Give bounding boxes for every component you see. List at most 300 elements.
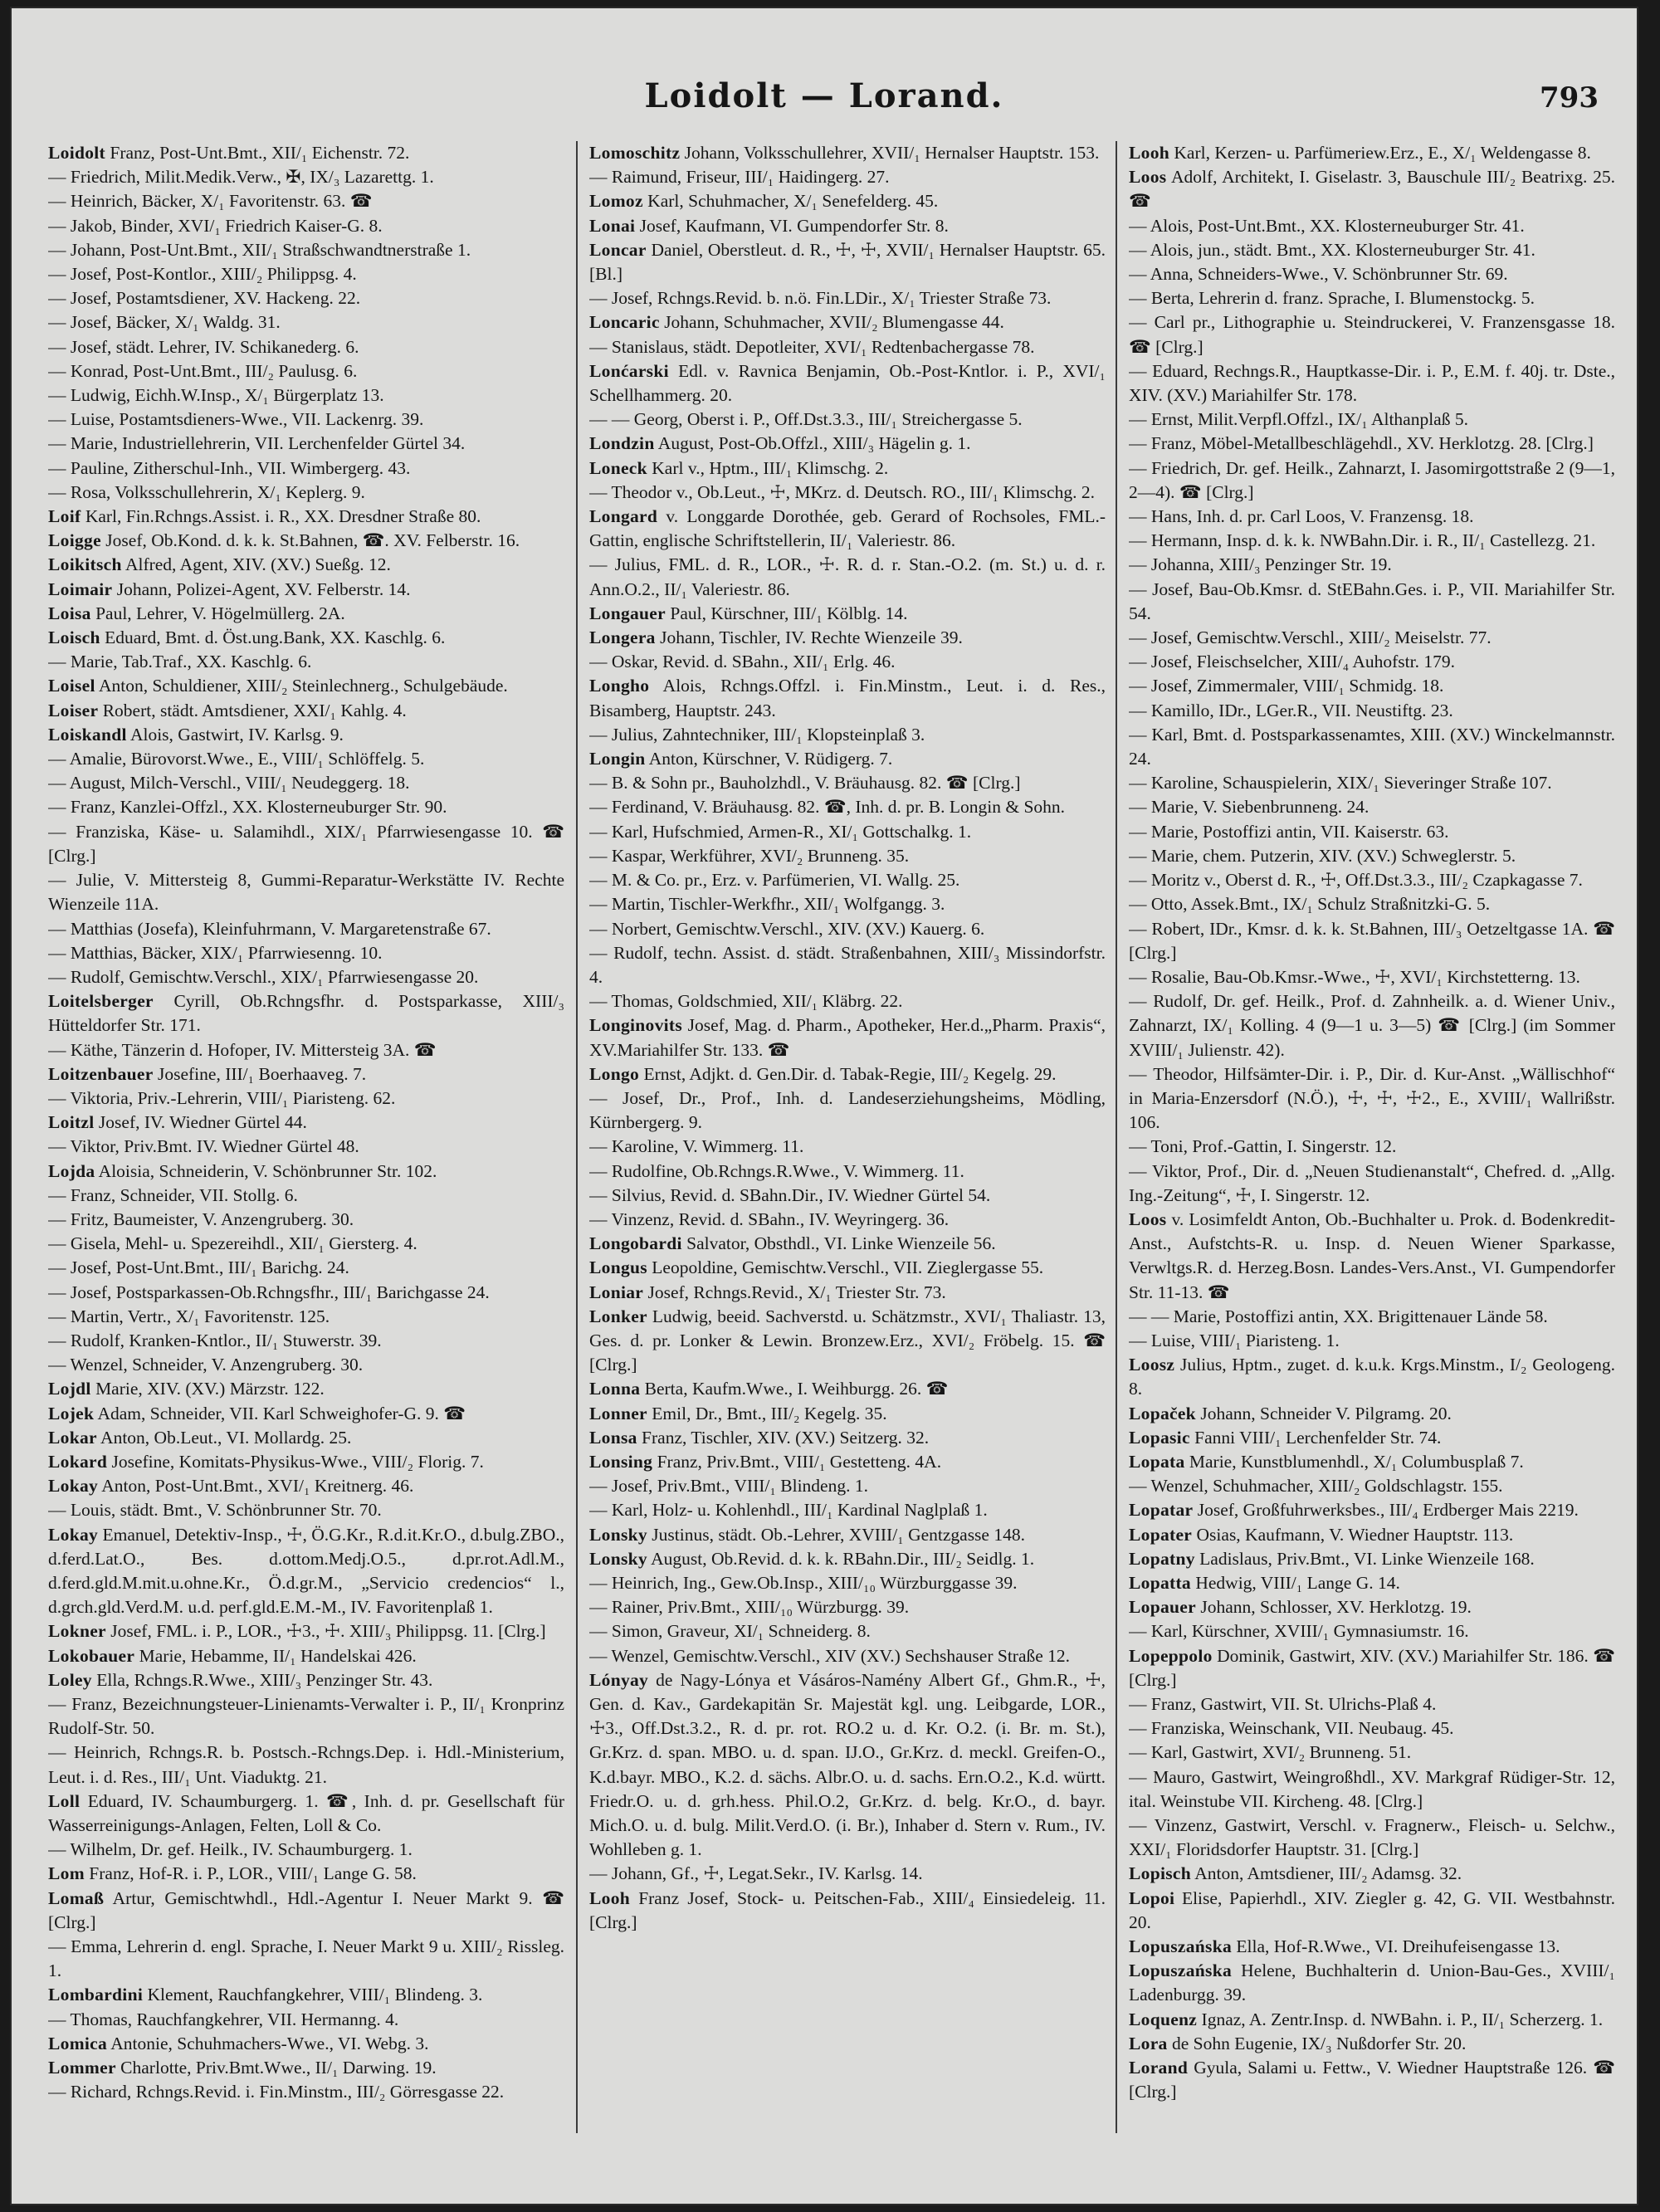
directory-entry bbox=[1129, 359, 1615, 408]
entry-details: Salvator, Obsthdl., VI. Linke Wienzeile 56. bbox=[686, 1233, 996, 1254]
entry-details: Gyula, Salami u. Fettw., V. Wiedner Hauptstraße 126. ☎ [Clrg.] bbox=[1129, 2058, 1615, 2102]
entry-details: — Marie, V. Siebenbrunneng. 24. bbox=[1129, 797, 1370, 818]
column-rule bbox=[1116, 141, 1117, 2133]
entry-details: — Karl, Kürschner, XVIII/₁ Gymnasiumstr. 16. bbox=[1129, 1621, 1469, 1642]
entry-details: August, Post-Ob.Offzl., XIII/₃ Hägelin g. 1. bbox=[657, 433, 971, 454]
entry-details: Josef, Rchngs.Revid., X/₁ Triester Str. 73. bbox=[647, 1282, 946, 1302]
entry-details: Alois, Rchngs.Offzl. i. Fin.Minstm., Leut. i. d. Res., Bisamberg, Hauptstr. 243. bbox=[589, 676, 1106, 720]
directory-entry bbox=[48, 674, 564, 698]
entry-details: — Robert, IDr., Kmsr. d. k. k. St.Bahnen, III/₃ Oetzeltgasse 1A. ☎ [Clrg.] bbox=[1129, 918, 1615, 963]
directory-entry bbox=[589, 989, 1106, 1013]
entry-details: Franz Josef, Stock- u. Peitschen-Fab., XIII/₄ Einsiedeleig. 11. [Clrg.] bbox=[589, 1887, 1106, 1932]
directory-entry bbox=[589, 626, 1106, 650]
entry-details: Paul, Lehrer, V. Högelmüllerg. 2A. bbox=[95, 603, 345, 623]
entry-details: — Josef, Postamtsdiener, XV. Hackeng. 22. bbox=[48, 288, 361, 309]
directory-entry bbox=[48, 917, 564, 941]
entry-surname: Looh bbox=[589, 1887, 630, 1908]
directory-entry bbox=[589, 674, 1106, 722]
directory-entry bbox=[1129, 1547, 1615, 1571]
entry-details: — Amalie, Bürovorst.Wwe., E., VIII/₁ Schlöffelg. 5. bbox=[48, 749, 425, 769]
directory-entry bbox=[589, 1377, 1106, 1401]
directory-entry bbox=[1129, 1716, 1615, 1741]
directory-entry bbox=[48, 1450, 564, 1474]
directory-entry bbox=[48, 408, 564, 432]
directory-entry bbox=[589, 1062, 1106, 1086]
entry-details: de Nagy-Lónya et Vásáros-Namény Albert Gf., Ghm.R., ☩, Gen. d. Kav., Gardekapitän Sr. Majestät kgl. ung. Leibgarde, LOR., ☩3., Off.Dst.3.2., R. d. pr. rot. RO.2 u. d. Kr. O.2. (i. Br. m. St.), Gr.Krz. d. span. MBO. u. d. span. IJ.O., Gr.Krz. d. meckl. Greifen-O., K.d.bayr. MBO., K.2. d. sächs. Albr.O. u. d. sachs. Ern.O.2., K.d. württ. Friedr.O. u. d. grh.hess. Phil.O.2, Gr.Krz. d. belg. Kr.O., d. bayr. Mich.O. u. d. bulg. Milit.Verd.O. (i. Br.), Inhaber d. Stern v. Rum., IV. Wohlleben g. 1. bbox=[589, 1669, 1106, 1860]
entry-surname: Lonsa bbox=[589, 1427, 637, 1448]
entry-surname: Lopauer bbox=[1129, 1597, 1196, 1618]
directory-entry bbox=[1129, 1208, 1615, 1305]
directory-entry bbox=[48, 1208, 564, 1232]
entry-details: — Josef, Zimmermaler, VIII/₁ Schmidg. 18. bbox=[1129, 676, 1444, 696]
entry-details: — Josef, Post-Unt.Bmt., III/₁ Barichg. 24. bbox=[48, 1257, 349, 1278]
directory-entry bbox=[1129, 674, 1615, 698]
directory-entry bbox=[48, 1862, 564, 1886]
entry-details: Johann, Schuhmacher, XVII/₂ Blumengasse 44. bbox=[664, 312, 1004, 333]
entry-details: Karl, Schuhmacher, X/₁ Senefelderg. 45. bbox=[647, 191, 939, 212]
entry-details: — Marie, Postoffizi antin, VII. Kaiserstr. 63. bbox=[1129, 821, 1449, 842]
entry-surname: Looh bbox=[1129, 143, 1169, 163]
entry-surname: Longo bbox=[589, 1063, 640, 1084]
directory-entry bbox=[589, 650, 1106, 674]
entry-surname: Lopasic bbox=[1129, 1427, 1190, 1448]
entry-details: Marie, Hebamme, II/₁ Handelskai 426. bbox=[139, 1645, 417, 1666]
directory-entry bbox=[1129, 965, 1615, 989]
entry-surname: Loisch bbox=[48, 627, 100, 648]
entry-details: — Franz, Kanzlei-Offzl., XX. Klosterneuburger Str. 90. bbox=[48, 797, 447, 818]
directory-entry bbox=[48, 1281, 564, 1305]
entry-surname: Lombardini bbox=[48, 1985, 144, 2005]
entry-details: Emanuel, Detektiv-Insp., ☩, Ö.G.Kr., R.d.it.Kr.O., d.bulg.ZBO., d.ferd.Lat.O., Bes. d.ottom.Medj.O.5., d.pr.rot.Adl.M., d.ferd.gld.M.mit.u.ohne.Kr., Ö.d.gr.M., „Servicio credencios“ l., d.grch.gld.Verd.M. u.d. perf.gld.E.M.-M., IV. Favoritenplaß 1. bbox=[48, 1524, 564, 1618]
directory-entry bbox=[1129, 1426, 1615, 1450]
entry-surname: Lopatny bbox=[1129, 1548, 1195, 1569]
entry-surname: Lojdl bbox=[48, 1379, 91, 1399]
directory-entry bbox=[48, 1062, 564, 1086]
entry-details: — Thomas, Rauchfangkehrer, VII. Hermanng. 4. bbox=[48, 2009, 399, 2029]
entry-surname: Lonsing bbox=[589, 1451, 653, 1472]
entry-details: Josef, Kaufmann, VI. Gumpendorfer Str. 8. bbox=[639, 215, 949, 236]
entry-surname: Lonker bbox=[589, 1306, 647, 1326]
directory-entry bbox=[589, 1135, 1106, 1159]
entry-details: — Ludwig, Eichh.W.Insp., X/₁ Bürgerplatz 13. bbox=[48, 385, 384, 406]
entry-details: Emil, Dr., Bmt., III/₂ Kegelg. 35. bbox=[652, 1403, 887, 1423]
entry-details: Anton, Ob.Leut., VI. Mollardg. 25. bbox=[100, 1427, 352, 1448]
directory-entry bbox=[1129, 892, 1615, 916]
directory-entry bbox=[1129, 1765, 1615, 1814]
entry-details: — Thomas, Goldschmied, XII/₁ Kläbrg. 22. bbox=[589, 991, 903, 1012]
directory-entry bbox=[589, 771, 1106, 795]
column-rule bbox=[576, 141, 578, 2133]
entry-details: — Rudolfine, Ob.Rchngs.R.Wwe., V. Wimmerg. 11. bbox=[589, 1160, 964, 1181]
directory-entry bbox=[589, 868, 1106, 892]
entry-details: Edl. v. Ravnica Benjamin, Ob.-Post-Kntlor. i. P., XVI/₁ Schellhammerg. 20. bbox=[589, 360, 1106, 406]
entry-surname: Loif bbox=[48, 506, 81, 527]
entry-details: Josef, IV. Wiedner Gürtel 44. bbox=[98, 1112, 307, 1133]
directory-entry bbox=[589, 141, 1106, 165]
entry-details: — Julius, FML. d. R., LOR., ☩. R. d. r. Stan.-O.2. (m. St.) u. d. r. Ann.O.2., II/₁ Valeriestr. 86. bbox=[589, 554, 1106, 599]
entry-details: — Wilhelm, Dr. gef. Heilk., IV. Schaumburgerg. 1. bbox=[48, 1839, 413, 1860]
entry-details: — Louis, städt. Bmt., V. Schönbrunner Str. 70. bbox=[48, 1500, 382, 1521]
directory-entry bbox=[1129, 844, 1615, 868]
entry-details: Karl, Fin.Rchngs.Assist. i. R., XX. Dresdner Straße 80. bbox=[85, 506, 481, 527]
directory-entry bbox=[48, 626, 564, 650]
directory-entry bbox=[48, 1692, 564, 1741]
directory-entry bbox=[1129, 771, 1615, 795]
entry-details: — M. & Co. pr., Erz. v. Parfümerien, VI. Wallg. 25. bbox=[589, 870, 960, 891]
directory-entry bbox=[48, 1038, 564, 1062]
entry-details: — Josef, Bäcker, X/₁ Waldg. 31. bbox=[48, 312, 281, 333]
directory-entry bbox=[48, 1086, 564, 1111]
entry-details: Ella, Rchngs.R.Wwe., XIII/₃ Penzinger Str. 43. bbox=[96, 1669, 433, 1690]
entry-details: Justinus, städt. Ob.-Lehrer, XVIII/₁ Gentzgasse 148. bbox=[652, 1524, 1025, 1545]
entry-surname: Lojda bbox=[48, 1160, 95, 1181]
entry-details: — Moritz v., Oberst d. R., ☩, Off.Dst.3.3., III/₂ Czapkagasse 7. bbox=[1129, 870, 1583, 891]
directory-entry bbox=[589, 1256, 1106, 1280]
entry-surname: Lomoschitz bbox=[589, 143, 681, 163]
entry-details: Alois, Gastwirt, IV. Karlsg. 9. bbox=[129, 724, 344, 745]
directory-entry bbox=[48, 2056, 564, 2080]
directory-column-3 bbox=[1129, 141, 1615, 2183]
directory-entry bbox=[589, 1474, 1106, 1498]
directory-entry bbox=[1129, 578, 1615, 626]
directory-entry bbox=[48, 1402, 564, 1426]
entry-details: Johann, Polizei-Agent, XV. Felberstr. 14. bbox=[116, 579, 411, 599]
directory-entry bbox=[589, 481, 1106, 505]
directory-entry bbox=[589, 723, 1106, 747]
entry-surname: Lónyay bbox=[589, 1669, 649, 1690]
directory-entry bbox=[48, 1305, 564, 1329]
entry-details: — Hans, Inh. d. pr. Carl Loos, V. Franzensg. 18. bbox=[1129, 506, 1474, 527]
directory-column-1 bbox=[48, 141, 564, 2183]
entry-details: v. Losimfeldt Anton, Ob.-Buchhalter u. Prok. d. Bodenkredit-Anst., Aufstchts-R. u. Insp. d. Neuen Wiener Sparkasse, Verwltgs.R. d. Herzeg.Bosn. Landes-Vers.Anst., VI. Gumpendorfer Str. 11-13. ☎ bbox=[1129, 1209, 1615, 1302]
directory-entry bbox=[1129, 529, 1615, 553]
entry-details: Marie, Kunstblumenhdl., X/₁ Columbusplaß 7. bbox=[1189, 1451, 1524, 1472]
directory-entry bbox=[48, 1256, 564, 1280]
directory-entry bbox=[589, 214, 1106, 238]
entry-details: Artur, Gemischtwhdl., Hdl.-Agentur I. Neuer Markt 9. ☎ [Clrg.] bbox=[48, 1887, 564, 1932]
entry-details: — Franziska, Käse- u. Salamihdl., XIX/₁ Pfarrwiesengasse 10. ☎ [Clrg.] bbox=[48, 821, 564, 866]
directory-entry bbox=[48, 1160, 564, 1184]
entry-surname: Lonner bbox=[589, 1403, 647, 1423]
directory-entry bbox=[589, 917, 1106, 941]
directory-entry bbox=[1129, 1887, 1615, 1935]
entry-surname: Longobardi bbox=[589, 1233, 682, 1254]
entry-surname: Lonsky bbox=[589, 1524, 647, 1545]
directory-entry bbox=[48, 335, 564, 359]
entry-details: — Rainer, Priv.Bmt., XIII/₁₀ Würzburgg. 39. bbox=[589, 1597, 910, 1618]
entry-details: — Eduard, Rechngs.R., Hauptkasse-Dir. i. P., E.M. f. 40j. tr. Dste., XIV. (XV.) Mariahilfer Str. 178. bbox=[1129, 360, 1615, 406]
directory-entry bbox=[1129, 1595, 1615, 1619]
entry-details: — Toni, Prof.-Gattin, I. Singerstr. 12. bbox=[1129, 1136, 1397, 1157]
entry-surname: Longus bbox=[589, 1257, 647, 1278]
entry-details: Cyrill, Ob.Rchngsfhr. d. Postsparkasse, XIII/₃ Hütteldorfer Str. 171. bbox=[48, 991, 564, 1036]
entry-surname: Lopeppolo bbox=[1129, 1645, 1213, 1666]
directory-entry bbox=[1129, 1474, 1615, 1498]
entry-details: — Hermann, Insp. d. k. k. NWBahn.Dir. i. R., II/₁ Castellezg. 21. bbox=[1129, 530, 1596, 551]
entry-details: Daniel, Oberstleut. d. R., ☩, ☩, XVII/₁ Hernalser Hauptstr. 65. [Bl.] bbox=[589, 239, 1106, 285]
entry-details: Ludwig, beeid. Sachverstd. u. Schätzmstr., XVI/₁ Thaliastr. 13, Ges. d. pr. Lonker & Lewin. Bronzew.Erz., XVI/₂ Fröbelg. 15. ☎ [Clrg.] bbox=[589, 1306, 1106, 1375]
directory-entry bbox=[589, 310, 1106, 334]
entry-details: Johann, Volksschullehrer, XVII/₁ Hernalser Hauptstr. 153. bbox=[684, 143, 1100, 163]
directory-entry bbox=[48, 578, 564, 602]
directory-entry bbox=[1129, 723, 1615, 771]
directory-entry bbox=[48, 432, 564, 456]
directory-page bbox=[12, 8, 1637, 2204]
directory-entry bbox=[48, 1790, 564, 1838]
directory-entry bbox=[589, 1523, 1106, 1547]
entry-details: — Josef, Postsparkassen-Ob.Rchngsfhr., III/₁ Barichgasse 24. bbox=[48, 1282, 490, 1302]
entry-details: Johann, Schneider V. Pilgramg. 20. bbox=[1200, 1403, 1452, 1423]
directory-entry bbox=[1129, 650, 1615, 674]
entry-surname: Lopatar bbox=[1129, 1500, 1194, 1521]
entry-surname: Loitelsberger bbox=[48, 991, 154, 1012]
entry-details: — Carl pr., Lithographie u. Steindruckerei, V. Franzensgasse 18. ☎ [Clrg.] bbox=[1129, 312, 1615, 357]
entry-surname: Lopater bbox=[1129, 1524, 1193, 1545]
entry-surname: Lonsky bbox=[589, 1548, 647, 1569]
entry-details: — Rudolf, techn. Assist. d. städt. Straßenbahnen, XIII/₃ Missindorfstr. 4. bbox=[589, 942, 1106, 987]
entry-details: — Silvius, Revid. d. SBahn.Dir., IV. Wiedner Gürtel 54. bbox=[589, 1184, 991, 1205]
directory-entry bbox=[48, 1523, 564, 1620]
directory-entry bbox=[48, 1474, 564, 1498]
entry-details: — Viktor, Priv.Bmt. IV. Wiedner Gürtel 48. bbox=[48, 1136, 359, 1157]
directory-entry bbox=[1129, 1862, 1615, 1886]
entry-details: — Jakob, Binder, XVI/₁ Friedrich Kaiser-G. 8. bbox=[48, 215, 383, 236]
directory-entry bbox=[48, 1111, 564, 1135]
entry-details: — Simon, Graveur, XI/₁ Schneiderg. 8. bbox=[589, 1621, 871, 1642]
entry-surname: Loneck bbox=[589, 457, 647, 478]
entry-surname: Lokobauer bbox=[48, 1645, 135, 1666]
entry-details: — Martin, Vertr., X/₁ Favoritenstr. 125. bbox=[48, 1306, 330, 1326]
directory-entry bbox=[48, 359, 564, 383]
directory-entry bbox=[48, 1426, 564, 1450]
directory-entry bbox=[48, 505, 564, 529]
entry-details: Josef, FML. i. P., LOR., ☩3., ☩. XIII/₃ Philippsg. 11. [Clrg.] bbox=[110, 1621, 546, 1642]
entry-details: — Karl, Bmt. d. Postsparkassenamtes, XIII. (XV.) Winckelmannstr. 24. bbox=[1129, 724, 1615, 769]
directory-entry bbox=[1129, 2008, 1615, 2032]
entry-details: Adam, Schneider, VII. Karl Schweighofer-G. 9. ☎ bbox=[97, 1403, 466, 1423]
directory-entry bbox=[48, 214, 564, 238]
entry-details: — Pauline, Zitherschul-Inh., VII. Wimbergerg. 43. bbox=[48, 457, 411, 478]
entry-details: Franz, Tischler, XIV. (XV.) Seitzerg. 32. bbox=[642, 1427, 930, 1448]
directory-entry bbox=[48, 1838, 564, 1862]
directory-entry bbox=[589, 189, 1106, 213]
entry-surname: Lopoi bbox=[1129, 1887, 1175, 1908]
directory-entry bbox=[589, 408, 1106, 432]
entry-surname: Lokay bbox=[48, 1524, 99, 1545]
entry-surname: Lopisch bbox=[1129, 1863, 1191, 1884]
directory-entry bbox=[48, 2032, 564, 2056]
directory-entry bbox=[589, 1547, 1106, 1571]
entry-surname: Lonćarski bbox=[589, 360, 669, 381]
directory-entry bbox=[1129, 1935, 1615, 1959]
directory-entry bbox=[48, 868, 564, 916]
directory-entry bbox=[1129, 1160, 1615, 1208]
entry-details: — Heinrich, Bäcker, X/₁ Favoritenstr. 63. ☎ bbox=[48, 191, 373, 212]
entry-surname: Lonai bbox=[589, 215, 636, 236]
directory-entry bbox=[589, 1305, 1106, 1378]
entry-surname: Loigge bbox=[48, 530, 101, 551]
entry-surname: Loll bbox=[48, 1790, 81, 1811]
directory-entry bbox=[48, 481, 564, 505]
directory-entry bbox=[1129, 553, 1615, 577]
entry-details: — Franz, Bezeichnungsteuer-Linienamts-Verwalter i. P., II/₁ Kronprinz Rudolf-Str. 50. bbox=[48, 1694, 564, 1739]
entry-details: — Wenzel, Schneider, V. Anzengruberg. 30. bbox=[48, 1355, 364, 1375]
directory-entry bbox=[48, 820, 564, 868]
entry-surname: Lom bbox=[48, 1863, 85, 1884]
entry-details: — Alois, Post-Unt.Bmt., XX. Klosterneuburger Str. 41. bbox=[1129, 215, 1525, 236]
entry-details: Robert, städt. Amtsdiener, XXI/₁ Kahlg. 4. bbox=[102, 700, 407, 720]
entry-details: Paul, Kürschner, III/₁ Kölblg. 14. bbox=[670, 603, 908, 623]
directory-entry bbox=[1129, 432, 1615, 456]
directory-entry bbox=[589, 602, 1106, 626]
entry-details: Karl, Kerzen- u. Parfümeriew.Erz., E., X/₁ Weldengasse 8. bbox=[1174, 143, 1591, 163]
entry-details: Dominik, Gastwirt, XIV. (XV.) Mariahilfer Str. 186. ☎ [Clrg.] bbox=[1129, 1645, 1615, 1690]
entry-details: Ernst, Adjkt. d. Gen.Dir. d. Tabak-Regie, III/₂ Kegelg. 29. bbox=[643, 1063, 1057, 1084]
directory-entry bbox=[589, 432, 1106, 456]
directory-entry bbox=[48, 2008, 564, 2032]
entry-surname: Lomica bbox=[48, 2033, 108, 2053]
directory-entry bbox=[589, 1086, 1106, 1135]
entry-details: — Norbert, Gemischtw.Verschl., XIV. (XV.) Kauerg. 6. bbox=[589, 918, 985, 939]
entry-details: — Franziska, Weinschank, VII. Neubaug. 45. bbox=[1129, 1718, 1454, 1739]
entry-details: — Oskar, Revid. d. SBahn., XII/₁ Erlg. 46. bbox=[589, 652, 896, 672]
directory-entry bbox=[48, 747, 564, 771]
entry-details: — Rudolf, Kranken-Kntlor., II/₁ Stuwerstr. 39. bbox=[48, 1330, 382, 1350]
entry-surname: Loncar bbox=[589, 239, 647, 260]
entry-surname: Lopuszańska bbox=[1129, 1936, 1232, 1957]
directory-entry bbox=[1129, 262, 1615, 286]
directory-entry bbox=[48, 529, 564, 553]
entry-details: — Julie, V. Mittersteig 8, Gummi-Reparatur-Werkstätte IV. Rechte Wienzeile 11A. bbox=[48, 870, 564, 915]
directory-entry bbox=[589, 1619, 1106, 1643]
entry-details: — Martin, Tischler-Werkfhr., XII/₁ Wolfgangg. 3. bbox=[589, 894, 945, 915]
entry-details: — Vinzenz, Gastwirt, Verschl. v. Fragnerw., Fleisch- u. Selchw., XXI/₁ Floridsdorfer Hauptstr. 31. [Clrg.] bbox=[1129, 1815, 1615, 1860]
entry-details: Anton, Post-Unt.Bmt., XVI/₁ Kreitnerg. 46. bbox=[101, 1476, 414, 1497]
entry-details: Ignaz, A. Zentr.Insp. d. NWBahn. i. P., II/₁ Scherzerg. 1. bbox=[1201, 2009, 1604, 2029]
directory-entry bbox=[589, 1887, 1106, 1935]
directory-entry bbox=[589, 1013, 1106, 1062]
entry-details: Josef, Großfuhrwerksbes., III/₄ Erdberger Mais 2219. bbox=[1197, 1500, 1579, 1521]
directory-entry bbox=[1129, 310, 1615, 359]
directory-entry bbox=[48, 1644, 564, 1668]
directory-entry bbox=[1129, 1619, 1615, 1643]
entry-details: — Raimund, Friseur, III/₁ Haidingerg. 27. bbox=[589, 167, 890, 188]
entry-details: — Berta, Lehrerin d. franz. Sprache, I. Blumenstockg. 5. bbox=[1129, 288, 1535, 309]
directory-entry bbox=[48, 989, 564, 1038]
entry-details: Hedwig, VIII/₁ Lange G. 14. bbox=[1195, 1572, 1400, 1593]
directory-entry bbox=[1129, 457, 1615, 505]
directory-entry bbox=[1129, 699, 1615, 723]
entry-surname: Lora bbox=[1129, 2033, 1168, 2053]
entry-details: — Vinzenz, Revid. d. SBahn., IV. Weyringerg. 36. bbox=[589, 1209, 950, 1229]
directory-entry bbox=[589, 1208, 1106, 1232]
entry-details: — Konrad, Post-Unt.Bmt., III/₂ Paulusg. 6. bbox=[48, 360, 358, 381]
entry-details: Elise, Papierhdl., XIV. Ziegler g. 42, G. VII. Westbahnstr. 20. bbox=[1129, 1887, 1615, 1932]
directory-entry bbox=[48, 1184, 564, 1208]
entry-details: — Friedrich, Milit.Medik.Verw., ✠, IX/₃ Lazarettg. 1. bbox=[48, 167, 434, 188]
entry-details: Johann, Tischler, IV. Rechte Wienzeile 39. bbox=[660, 627, 963, 648]
entry-details: — Luise, VIII/₁ Piaristeng. 1. bbox=[1129, 1330, 1340, 1350]
directory-entry bbox=[589, 795, 1106, 819]
entry-details: — Karoline, V. Wimmerg. 11. bbox=[589, 1136, 804, 1157]
entry-details: — Otto, Assek.Bmt., IX/₁ Schulz Straßnitzki-G. 5. bbox=[1129, 894, 1491, 915]
directory-entry bbox=[1129, 1571, 1615, 1595]
directory-entry bbox=[1129, 2056, 1615, 2104]
entry-details: Josef, Mag. d. Pharm., Apotheker, Her.d.„Pharm. Praxis“, XV.Mariahilfer Str. 133. ☎ bbox=[589, 1015, 1106, 1060]
entry-details: — Anna, Schneiders-Wwe., V. Schönbrunner Str. 69. bbox=[1129, 264, 1508, 285]
directory-entry bbox=[1129, 1959, 1615, 2007]
entry-surname: Longho bbox=[589, 676, 650, 696]
entry-details: — Viktoria, Priv.-Lehrerin, VIII/₁ Piaristeng. 62. bbox=[48, 1087, 396, 1108]
directory-entry bbox=[1129, 1450, 1615, 1474]
entry-details: Berta, Kaufm.Wwe., I. Weihburgg. 26. ☎ bbox=[644, 1379, 949, 1399]
directory-entry bbox=[589, 892, 1106, 916]
directory-entry bbox=[48, 238, 564, 262]
entry-details: Ella, Hof-R.Wwe., VI. Dreihufeisengasse 13. bbox=[1236, 1936, 1560, 1957]
entry-surname: Longinovits bbox=[589, 1015, 683, 1036]
directory-entry bbox=[1129, 1305, 1615, 1329]
entry-surname: Longin bbox=[589, 749, 646, 769]
directory-entry bbox=[1129, 165, 1615, 213]
entry-details: — Josef, Gemischtw.Verschl., XIII/₂ Meiselstr. 77. bbox=[1129, 627, 1492, 648]
directory-entry bbox=[1129, 408, 1615, 432]
entry-surname: Loidolt bbox=[48, 143, 106, 163]
entry-details: Anton, Schuldiener, XIII/₂ Steinlechnerg., Schulgebäude. bbox=[98, 676, 508, 696]
entry-details: — Karl, Hufschmied, Armen-R., XI/₁ Gottschalkg. 1. bbox=[589, 821, 972, 842]
entry-details: — Josef, Post-Kontlor., XIII/₂ Philippsg. 4. bbox=[48, 264, 357, 285]
entry-surname: Longera bbox=[589, 627, 656, 648]
directory-entry bbox=[589, 238, 1106, 286]
entry-details: — Kamillo, IDr., LGer.R., VII. Neustiftg. 23. bbox=[1129, 700, 1453, 720]
directory-entry bbox=[1129, 1062, 1615, 1135]
entry-details: — Alois, jun., städt. Bmt., XX. Klosterneuburger Str. 41. bbox=[1129, 239, 1536, 260]
entry-details: — Theodor v., Ob.Leut., ☩, MKrz. d. Deutsch. RO., III/₁ Klimschg. 2. bbox=[589, 481, 1095, 502]
entry-details: — Emma, Lehrerin d. engl. Sprache, I. Neuer Markt 9 u. XIII/₂ Rissleg. 1. bbox=[48, 1936, 564, 1981]
directory-column-2 bbox=[589, 141, 1106, 2183]
entry-surname: Loley bbox=[48, 1669, 92, 1690]
entry-details: Osias, Kaufmann, V. Wiedner Hauptstr. 113. bbox=[1196, 1524, 1514, 1545]
entry-details: — Karl, Holz- u. Kohlenhdl., III/₁ Kardinal Naglplaß 1. bbox=[589, 1500, 988, 1521]
directory-entry bbox=[48, 1135, 564, 1159]
entry-surname: Loiser bbox=[48, 700, 99, 720]
entry-details: — Friedrich, Dr. gef. Heilk., Zahnarzt, I. Jasomirgottstraße 2 (9—1, 2—4). ☎ [Clrg.] bbox=[1129, 457, 1615, 502]
directory-entry bbox=[1129, 1353, 1615, 1401]
directory-entry bbox=[48, 262, 564, 286]
directory-entry bbox=[1129, 795, 1615, 819]
entry-details: — Wenzel, Schuhmacher, XIII/₂ Goldschlagstr. 155. bbox=[1129, 1476, 1503, 1497]
entry-details: — Rosalie, Bau-Ob.Kmsr.-Wwe., ☩, XVI/₁ Kirchstetterng. 13. bbox=[1129, 966, 1580, 987]
directory-entry bbox=[48, 1983, 564, 2007]
entry-details: — Ferdinand, V. Bräuhausg. 82. ☎, Inh. d. pr. B. Longin & Sohn. bbox=[589, 797, 1066, 818]
entry-details: Julius, Hptm., zuget. d. k.u.k. Krgs.Minstm., I/₂ Geologeng. 8. bbox=[1129, 1355, 1615, 1399]
entry-surname: Loquenz bbox=[1129, 2009, 1198, 2029]
directory-entry bbox=[589, 820, 1106, 844]
entry-surname: Loikitsch bbox=[48, 554, 122, 575]
entry-details: — Franz, Schneider, VII. Stollg. 6. bbox=[48, 1184, 298, 1205]
entry-details: — Richard, Rchngs.Revid. i. Fin.Minstm., III/₂ Görresgasse 22. bbox=[48, 2082, 505, 2102]
directory-entry bbox=[589, 1281, 1106, 1305]
entry-surname: Longauer bbox=[589, 603, 666, 623]
entry-details: — Josef, Dr., Prof., Inh. d. Landeserziehungsheims, Mödling, Kürnbergerg. 9. bbox=[589, 1087, 1106, 1133]
directory-entry bbox=[589, 505, 1106, 553]
directory-entry bbox=[589, 1595, 1106, 1619]
directory-entry bbox=[48, 650, 564, 674]
directory-entry bbox=[589, 359, 1106, 408]
directory-entry bbox=[589, 1232, 1106, 1256]
entry-details: de Sohn Eugenie, IX/₃ Nußdorfer Str. 20. bbox=[1171, 2033, 1467, 2053]
entry-surname: Loisa bbox=[48, 603, 91, 623]
entry-details: Fanni VIII/₁ Lerchenfelder Str. 74. bbox=[1194, 1427, 1442, 1448]
